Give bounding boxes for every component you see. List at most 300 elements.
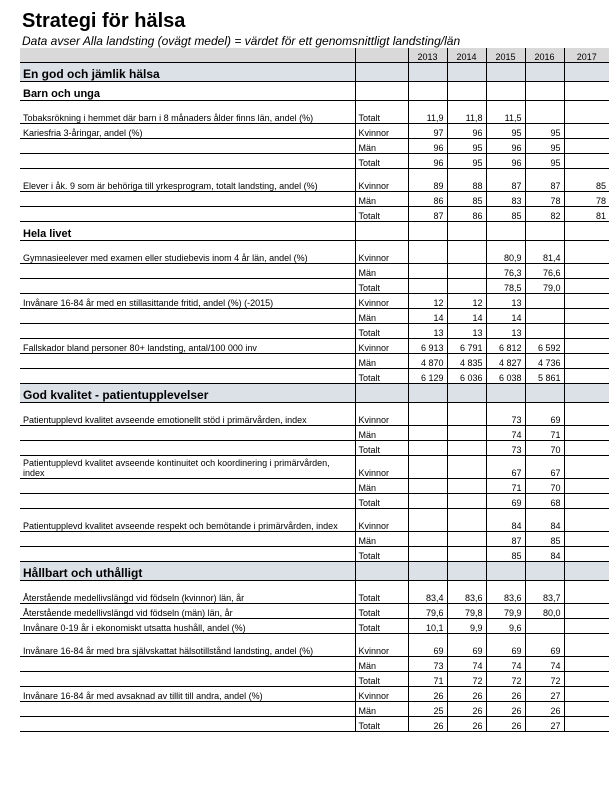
value-cell: 83: [486, 192, 525, 207]
value-cell: [564, 426, 609, 441]
value-cell: 6 791: [447, 339, 486, 354]
value-cell: 96: [408, 154, 447, 169]
indicator-label: [20, 207, 355, 222]
value-cell: [564, 101, 609, 124]
empty-cell: [564, 63, 609, 82]
table-row: [20, 426, 609, 441]
group-label: Totalt: [355, 101, 408, 124]
indicator-label: Återstående medellivslängd vid födseln (män) län, år: [20, 604, 355, 619]
table-row: [20, 687, 609, 702]
value-cell: 88: [447, 169, 486, 192]
value-cell: 14: [486, 309, 525, 324]
value-cell: 26: [447, 717, 486, 732]
value-cell: 84: [525, 509, 564, 532]
value-cell: 79,8: [447, 604, 486, 619]
value-cell: [447, 264, 486, 279]
value-cell: [525, 619, 564, 634]
year-header-row: [20, 48, 609, 63]
group-label: Totalt: [355, 207, 408, 222]
empty-cell: [525, 562, 564, 581]
value-cell: 68: [525, 494, 564, 509]
value-cell: 11,5: [486, 101, 525, 124]
group-label: Totalt: [355, 619, 408, 634]
value-cell: 74: [447, 657, 486, 672]
value-cell: 26: [486, 687, 525, 702]
value-cell: 86: [447, 207, 486, 222]
value-cell: [564, 657, 609, 672]
value-cell: 26: [408, 687, 447, 702]
value-cell: 6 812: [486, 339, 525, 354]
value-cell: 84: [525, 547, 564, 562]
group-label: Män: [355, 139, 408, 154]
value-cell: [564, 672, 609, 687]
value-cell: 81: [564, 207, 609, 222]
value-cell: [564, 324, 609, 339]
group-label: Kvinnor: [355, 509, 408, 532]
table-row: [20, 294, 609, 309]
indicator-label: Invånare 0-19 år i ekonomiskt utsatta hushåll, andel (%): [20, 619, 355, 634]
value-cell: [408, 509, 447, 532]
indicator-label: Återstående medellivslängd vid födseln (kvinnor) län, år: [20, 581, 355, 604]
table-row: [20, 101, 609, 124]
value-cell: 69: [447, 634, 486, 657]
value-cell: 26: [486, 702, 525, 717]
table-row: [20, 324, 609, 339]
value-cell: [447, 441, 486, 456]
indicator-label: [20, 657, 355, 672]
value-cell: 80,0: [525, 604, 564, 619]
table-row: [20, 657, 609, 672]
value-cell: [564, 369, 609, 384]
value-cell: 26: [408, 717, 447, 732]
empty-cell: [355, 562, 408, 581]
table-row: [20, 604, 609, 619]
value-cell: [564, 619, 609, 634]
value-cell: [564, 604, 609, 619]
value-cell: 5 861: [525, 369, 564, 384]
value-cell: [408, 264, 447, 279]
indicator-label: [20, 139, 355, 154]
group-label: Kvinnor: [355, 241, 408, 264]
subsection-header-row: [20, 222, 609, 241]
value-cell: [564, 309, 609, 324]
value-cell: 83,4: [408, 581, 447, 604]
value-cell: 74: [486, 426, 525, 441]
group-label: Kvinnor: [355, 294, 408, 309]
empty-cell: [447, 222, 486, 241]
value-cell: 79,9: [486, 604, 525, 619]
value-cell: [564, 264, 609, 279]
value-cell: [408, 426, 447, 441]
value-cell: 10,1: [408, 619, 447, 634]
value-cell: [564, 279, 609, 294]
value-cell: 84: [486, 509, 525, 532]
empty-cell: [447, 82, 486, 101]
section-title: Hållbart och uthålligt: [20, 562, 355, 581]
value-cell: 87: [408, 207, 447, 222]
value-cell: [408, 403, 447, 426]
year-header: 2015: [486, 48, 525, 63]
value-cell: [447, 547, 486, 562]
indicator-label: [20, 532, 355, 547]
value-cell: 79,0: [525, 279, 564, 294]
table-row: [20, 192, 609, 207]
empty-cell: [447, 63, 486, 82]
value-cell: 6 038: [486, 369, 525, 384]
value-cell: [564, 547, 609, 562]
empty-cell: [447, 384, 486, 403]
empty-cell: [408, 82, 447, 101]
table-row: [20, 139, 609, 154]
table-row: [20, 441, 609, 456]
value-cell: 12: [408, 294, 447, 309]
value-cell: 70: [525, 479, 564, 494]
empty-cell: [525, 63, 564, 82]
value-cell: 69: [486, 494, 525, 509]
table-row: [20, 309, 609, 324]
value-cell: 87: [525, 169, 564, 192]
value-cell: 9,6: [486, 619, 525, 634]
value-cell: 69: [408, 634, 447, 657]
value-cell: 73: [486, 403, 525, 426]
value-cell: 13: [486, 324, 525, 339]
indicator-label: [20, 192, 355, 207]
group-label: Män: [355, 479, 408, 494]
group-label: Män: [355, 354, 408, 369]
value-cell: 79,6: [408, 604, 447, 619]
value-cell: 26: [447, 702, 486, 717]
page-title: Strategi för hälsa: [22, 10, 186, 32]
value-cell: [564, 581, 609, 604]
value-cell: [564, 139, 609, 154]
value-cell: [564, 717, 609, 732]
value-cell: 85: [486, 547, 525, 562]
empty-cell: [525, 384, 564, 403]
empty-cell: [486, 222, 525, 241]
value-cell: 25: [408, 702, 447, 717]
value-cell: 71: [525, 426, 564, 441]
value-cell: 95: [525, 139, 564, 154]
value-cell: [564, 634, 609, 657]
table-row: [20, 456, 609, 479]
value-cell: [447, 279, 486, 294]
value-cell: 95: [447, 154, 486, 169]
value-cell: [564, 479, 609, 494]
header-blank: [20, 48, 355, 63]
value-cell: 67: [486, 456, 525, 479]
empty-cell: [486, 82, 525, 101]
indicator-label: [20, 279, 355, 294]
value-cell: [447, 479, 486, 494]
group-label: Totalt: [355, 324, 408, 339]
value-cell: [408, 241, 447, 264]
value-cell: 71: [486, 479, 525, 494]
table-row: [20, 717, 609, 732]
group-label: Totalt: [355, 717, 408, 732]
table-row: [20, 264, 609, 279]
value-cell: 81,4: [525, 241, 564, 264]
empty-cell: [525, 82, 564, 101]
subsection-title: Barn och unga: [20, 82, 355, 101]
table-row: [20, 369, 609, 384]
value-cell: [525, 101, 564, 124]
indicator-label: Invånare 16-84 år med avsaknad av tillit till andra, andel (%): [20, 687, 355, 702]
value-cell: [525, 294, 564, 309]
value-cell: [408, 547, 447, 562]
table-row: [20, 354, 609, 369]
indicator-label: Elever i åk. 9 som är behöriga till yrkesprogram, totalt landsting, andel (%): [20, 169, 355, 192]
value-cell: [525, 309, 564, 324]
value-cell: 85: [447, 192, 486, 207]
value-cell: 6 129: [408, 369, 447, 384]
indicator-label: [20, 154, 355, 169]
value-cell: [564, 154, 609, 169]
empty-cell: [355, 82, 408, 101]
value-cell: 78: [564, 192, 609, 207]
indicator-label: Kariesfria 3-åringar, andel (%): [20, 124, 355, 139]
empty-cell: [564, 222, 609, 241]
value-cell: [564, 702, 609, 717]
value-cell: 96: [447, 124, 486, 139]
value-cell: 96: [486, 154, 525, 169]
indicator-label: Patientupplevd kvalitet avseende emotionellt stöd i primärvården, index: [20, 403, 355, 426]
value-cell: [408, 479, 447, 494]
value-cell: 12: [447, 294, 486, 309]
group-label: Män: [355, 532, 408, 547]
table-row: [20, 634, 609, 657]
table-row: [20, 154, 609, 169]
section-header-row: [20, 63, 609, 82]
value-cell: [408, 456, 447, 479]
value-cell: 4 870: [408, 354, 447, 369]
empty-cell: [486, 63, 525, 82]
value-cell: [447, 494, 486, 509]
table-row: [20, 494, 609, 509]
empty-cell: [408, 384, 447, 403]
section-header-row: [20, 384, 609, 403]
value-cell: 87: [486, 169, 525, 192]
table-row: [20, 241, 609, 264]
value-cell: 95: [447, 139, 486, 154]
value-cell: [447, 509, 486, 532]
value-cell: 6 913: [408, 339, 447, 354]
value-cell: 73: [408, 657, 447, 672]
indicator-label: [20, 479, 355, 494]
value-cell: [447, 403, 486, 426]
group-label: Kvinnor: [355, 124, 408, 139]
value-cell: 95: [486, 124, 525, 139]
value-cell: [447, 241, 486, 264]
value-cell: 80,9: [486, 241, 525, 264]
value-cell: 78,5: [486, 279, 525, 294]
indicator-label: Patientupplevd kvalitet avseende kontinuitet och koordinering i primärvården, index: [20, 456, 355, 479]
group-label: Kvinnor: [355, 687, 408, 702]
value-cell: 11,8: [447, 101, 486, 124]
value-cell: [564, 124, 609, 139]
table-row: [20, 169, 609, 192]
indicator-label: [20, 426, 355, 441]
indicator-label: [20, 717, 355, 732]
indicator-label: Tobaksrökning i hemmet där barn i 8 månaders ålder finns län, andel (%): [20, 101, 355, 124]
value-cell: 13: [486, 294, 525, 309]
empty-cell: [564, 82, 609, 101]
empty-cell: [564, 384, 609, 403]
value-cell: 72: [447, 672, 486, 687]
header-group-blank: [355, 48, 408, 63]
section-header-row: [20, 562, 609, 581]
value-cell: 69: [525, 634, 564, 657]
value-cell: 83,6: [447, 581, 486, 604]
group-label: Män: [355, 426, 408, 441]
value-cell: [564, 403, 609, 426]
empty-cell: [486, 562, 525, 581]
value-cell: 78: [525, 192, 564, 207]
value-cell: 95: [525, 124, 564, 139]
indicator-label: [20, 547, 355, 562]
value-cell: 27: [525, 687, 564, 702]
indicator-label: [20, 672, 355, 687]
value-cell: [447, 456, 486, 479]
table-row: [20, 672, 609, 687]
data-table: [20, 48, 609, 732]
section-title: En god och jämlik hälsa: [20, 63, 355, 82]
value-cell: [564, 241, 609, 264]
year-header: 2013: [408, 48, 447, 63]
value-cell: 87: [486, 532, 525, 547]
group-label: Kvinnor: [355, 169, 408, 192]
empty-cell: [408, 562, 447, 581]
spreadsheet: [20, 8, 609, 732]
value-cell: 70: [525, 441, 564, 456]
value-cell: [564, 441, 609, 456]
value-cell: 85: [525, 532, 564, 547]
table-row: [20, 207, 609, 222]
group-label: Totalt: [355, 547, 408, 562]
value-cell: [564, 339, 609, 354]
table-row: [20, 403, 609, 426]
group-label: Kvinnor: [355, 339, 408, 354]
value-cell: 6 592: [525, 339, 564, 354]
value-cell: 14: [447, 309, 486, 324]
value-cell: 69: [486, 634, 525, 657]
group-label: Kvinnor: [355, 403, 408, 426]
indicator-label: [20, 354, 355, 369]
value-cell: 13: [408, 324, 447, 339]
indicator-label: [20, 264, 355, 279]
value-cell: [564, 494, 609, 509]
value-cell: 9,9: [447, 619, 486, 634]
empty-cell: [564, 562, 609, 581]
empty-cell: [525, 222, 564, 241]
value-cell: [408, 441, 447, 456]
group-label: Totalt: [355, 279, 408, 294]
group-label: Män: [355, 309, 408, 324]
year-header: 2017: [564, 48, 609, 63]
group-label: Totalt: [355, 369, 408, 384]
group-label: Totalt: [355, 441, 408, 456]
table-row: [20, 581, 609, 604]
value-cell: 85: [486, 207, 525, 222]
group-label: Män: [355, 264, 408, 279]
value-cell: 76,3: [486, 264, 525, 279]
table-row: [20, 279, 609, 294]
group-label: Män: [355, 192, 408, 207]
value-cell: 11,9: [408, 101, 447, 124]
group-label: Män: [355, 702, 408, 717]
empty-cell: [486, 384, 525, 403]
value-cell: [564, 294, 609, 309]
value-cell: 6 036: [447, 369, 486, 384]
indicator-label: [20, 324, 355, 339]
indicator-label: Invånare 16-84 år med en stillasittande fritid, andel (%) (-2015): [20, 294, 355, 309]
indicator-label: [20, 702, 355, 717]
value-cell: 13: [447, 324, 486, 339]
table-row: [20, 124, 609, 139]
group-label: Totalt: [355, 581, 408, 604]
value-cell: 85: [564, 169, 609, 192]
indicator-label: Gymnasieelever med examen eller studiebevis inom 4 år län, andel (%): [20, 241, 355, 264]
value-cell: 4 827: [486, 354, 525, 369]
value-cell: 76,6: [525, 264, 564, 279]
table-row: [20, 532, 609, 547]
value-cell: [447, 532, 486, 547]
value-cell: 69: [525, 403, 564, 426]
year-header: 2014: [447, 48, 486, 63]
indicator-label: Fallskador bland personer 80+ landsting, antal/100 000 inv: [20, 339, 355, 354]
value-cell: [564, 456, 609, 479]
year-header: 2016: [525, 48, 564, 63]
indicator-label: [20, 494, 355, 509]
value-cell: 14: [408, 309, 447, 324]
empty-cell: [408, 222, 447, 241]
empty-cell: [355, 222, 408, 241]
value-cell: [564, 532, 609, 547]
value-cell: 67: [525, 456, 564, 479]
value-cell: 26: [447, 687, 486, 702]
table-row: [20, 479, 609, 494]
table-row: [20, 547, 609, 562]
value-cell: 96: [408, 139, 447, 154]
value-cell: 82: [525, 207, 564, 222]
value-cell: 72: [486, 672, 525, 687]
value-cell: 96: [486, 139, 525, 154]
group-label: Män: [355, 657, 408, 672]
group-label: Totalt: [355, 154, 408, 169]
value-cell: 86: [408, 192, 447, 207]
group-label: Totalt: [355, 604, 408, 619]
value-cell: [408, 532, 447, 547]
value-cell: 72: [525, 672, 564, 687]
empty-cell: [355, 63, 408, 82]
value-cell: 74: [486, 657, 525, 672]
value-cell: 27: [525, 717, 564, 732]
value-cell: [564, 509, 609, 532]
value-cell: 4 736: [525, 354, 564, 369]
empty-cell: [355, 384, 408, 403]
indicator-label: [20, 441, 355, 456]
value-cell: 97: [408, 124, 447, 139]
value-cell: 83,7: [525, 581, 564, 604]
section-title: God kvalitet - patientupplevelser: [20, 384, 355, 403]
value-cell: [564, 687, 609, 702]
indicator-label: Patientupplevd kvalitet avseende respekt och bemötande i primärvården, index: [20, 509, 355, 532]
value-cell: 73: [486, 441, 525, 456]
subsection-title: Hela livet: [20, 222, 355, 241]
indicator-label: [20, 309, 355, 324]
table-row: [20, 619, 609, 634]
group-label: Totalt: [355, 494, 408, 509]
value-cell: 95: [525, 154, 564, 169]
